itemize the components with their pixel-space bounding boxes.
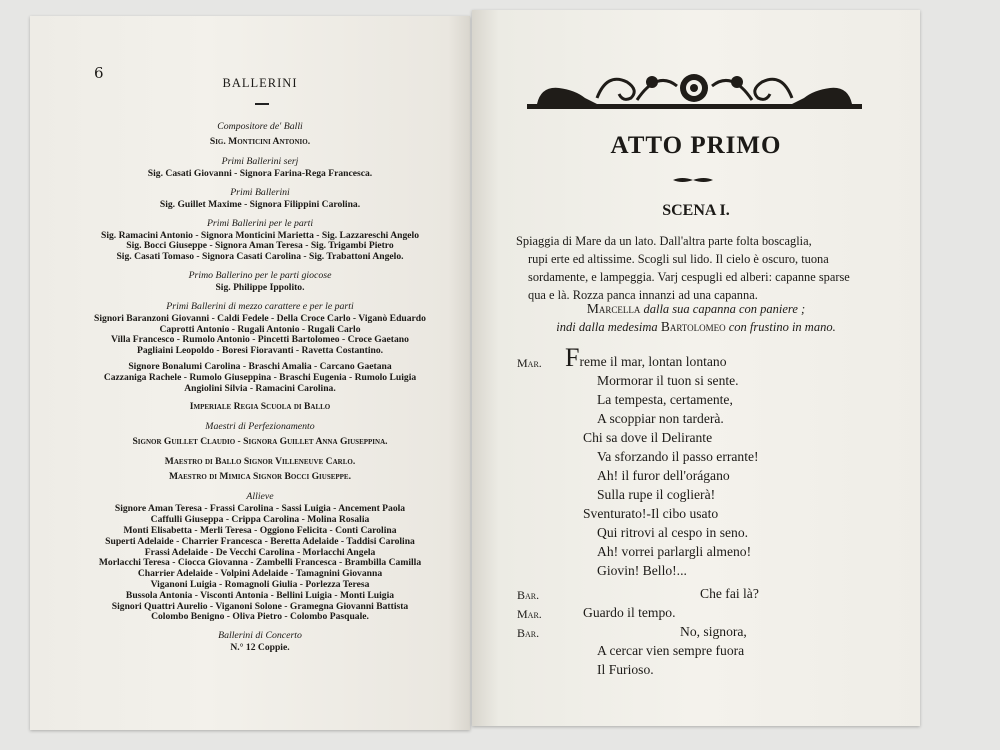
cast-line: Colombo Benigno - Oliva Pietro - Colombo Pasquale. — [151, 611, 369, 623]
verse-line: Guardo il tempo. — [583, 605, 676, 620]
verse-line: Chi sa dove il Delirante — [583, 430, 713, 445]
speaker-label: Bar. — [517, 626, 540, 640]
cast-line: Morlacchi Teresa - Ciocca Giovanna - Zambelli Francesca - Brambilla Camilla — [98, 557, 422, 569]
page-title: BALLERINI — [222, 76, 298, 90]
section-heading: Allieve — [246, 491, 274, 503]
drop-cap: F — [565, 343, 580, 372]
section-heading: Primi Ballerini di mezzo carattere e per le parti — [166, 300, 354, 312]
verse-line: Va sforzando il passo errante! — [597, 449, 759, 464]
cast-line: Sig. Guillet Maxime - Signora Filippini Carolina. — [159, 198, 361, 210]
speaker-label: Mar. — [517, 607, 542, 621]
section-heading: Primi Ballerini — [230, 186, 290, 198]
cast-line: Sig. Ramacini Antonio - Signora Monticini Marietta - Sig. Lazzareschi Angelo — [100, 229, 419, 241]
cast-line: Monti Elisabetta - Merli Teresa - Oggiono Felicita - Conti Carolina — [123, 524, 397, 536]
cast-section — [30, 268, 490, 294]
cast-line: Signore Bonalumi Carolina - Braschi Amalia - Carcano Gaetana — [128, 360, 392, 372]
verse-line — [565, 343, 727, 372]
divider-ornament-icon — [671, 176, 715, 184]
character-name: Marcella — [586, 301, 641, 316]
cast-line: Caffulli Giuseppa - Crippa Carolina - Molina Rosalia — [150, 514, 370, 526]
cast-line: Bussola Antonia - Visconti Antonia - Bellini Luigia - Monti Luigia — [125, 589, 395, 601]
cast-line: Sig. Casati Giovanni - Signora Farina-Rega Francesca. — [147, 168, 373, 179]
cast-line: Superti Adelaide - Charrier Francesca - Beretta Adelaide - Taddisi Carolina — [105, 535, 415, 547]
cast-line: Sig. Casati Tomaso - Signora Casati Carolina - Sig. Trabattoni Angelo. — [116, 251, 404, 263]
verse-line: Il Furioso. — [597, 662, 654, 677]
stage-text: indi dalla medesima — [556, 320, 661, 334]
cast-line: N.° 12 Coppie. — [230, 642, 290, 654]
section-heading: Maestri di Perfezionamento — [205, 421, 315, 433]
cast-section — [30, 419, 490, 449]
title-rule — [255, 103, 269, 105]
cast-line: Maestro di Mimica Signor Bocci Giuseppe. — [169, 471, 351, 483]
cast-section — [30, 489, 490, 623]
cast-line: Imperiale Regia Scuola di Ballo — [189, 401, 331, 413]
act-title: ATTO PRIMO — [610, 132, 782, 159]
decorative-headpiece-icon — [527, 68, 862, 112]
verse-line: No, signora, — [680, 624, 747, 639]
right-page — [472, 10, 920, 726]
cast-line: Charrier Adelaide - Volpini Adelaide - Tamagnini Giovanna — [137, 568, 383, 580]
cast-list — [30, 119, 490, 659]
speaker-label: Bar. — [517, 588, 540, 602]
cast-line: Viganoni Luigia - Romagnoli Giulia - Porlezza Teresa — [150, 578, 370, 590]
stage-text: con frustino in mano. — [725, 320, 836, 334]
cast-line: Sig. Philippe Ippolito. — [215, 281, 305, 293]
scene-description — [516, 232, 876, 304]
scene-title: SCENA I. — [662, 202, 730, 219]
speaker-label: Mar. — [517, 356, 542, 370]
cast-section — [30, 185, 490, 211]
verse-line: Ah! il furor dell'orágano — [597, 468, 730, 483]
verse-line: Ah! vorrei parlargli almeno! — [597, 544, 752, 559]
section-heading: Compositore de' Balli — [217, 121, 303, 132]
cast-line: Angiolini Silvia - Ramacini Carolina. — [184, 382, 336, 394]
stage-text: dalla sua capanna con paniere ; — [640, 302, 806, 316]
verse-line: A scoppiar non tarderà. — [597, 411, 724, 426]
verse-line: Che fai là? — [700, 586, 759, 601]
cast-section — [30, 362, 490, 394]
cast-line: Cazzaniga Rachele - Rumolo Giuseppina - Braschi Eugenia - Rumolo Luigia — [103, 371, 417, 383]
cast-line: Signor Guillet Claudio - Signora Guillet Anna Giuseppina. — [132, 436, 388, 448]
cast-section — [30, 216, 490, 263]
verse-line: Mormorar il tuon si sente. — [597, 373, 739, 388]
verse-line: Sventurato!-Il cibo usato — [583, 506, 719, 521]
cast-line: Sig. Monticini Antonio. — [209, 136, 311, 147]
cast-line: Caprotti Antonio - Rugali Antonio - Rugali Carlo — [159, 323, 361, 335]
cast-line: Maestro di Ballo Signor Villeneuve Carlo. — [164, 456, 356, 468]
cast-line: Pagliaini Leopoldo - Boresi Fioravanti - Ravetta Costantino. — [136, 345, 384, 357]
cast-line: Signori Baranzoni Giovanni - Caldi Fedele - Della Croce Carlo - Viganò Eduardo — [94, 312, 426, 324]
cast-section — [30, 628, 490, 654]
cast-line: Sig. Bocci Giuseppe - Signora Aman Teresa - Sig. Trigambi Pietro — [126, 240, 394, 252]
page-number: 6 — [94, 64, 104, 82]
verse-text: reme il mar, lontan lontano — [579, 354, 727, 369]
cast-section — [30, 399, 490, 414]
stage-direction — [472, 300, 920, 336]
description-line: qua e là. Rozza panca innanzi ad una capanna. — [528, 288, 758, 302]
section-heading: Primi Ballerini per le parti — [206, 217, 314, 229]
description-line: Spiaggia di Mare da un lato. Dall'altra parte folta boscaglia, — [516, 234, 812, 248]
cast-line: Villa Francesco - Rumolo Antonio - Pincetti Bartolomeo - Croce Gaetano — [111, 334, 409, 346]
verse-line: Sulla rupe il coglierà! — [597, 487, 716, 502]
section-heading: Primi Ballerini serj — [221, 156, 299, 167]
verse-line: A cercar vien sempre fuora — [597, 643, 745, 658]
cast-line: Signori Quattri Aurelio - Viganoni Solone - Gramegna Giovanni Battista — [111, 600, 409, 612]
verse-line: Giovin! Bello!... — [597, 563, 687, 578]
cast-section — [30, 454, 490, 484]
cast-line: Frassi Adelaide - De Vecchi Carolina - Morlacchi Angela — [144, 546, 376, 558]
cast-section — [30, 119, 490, 149]
cast-section — [30, 299, 490, 357]
verse-line: La tempesta, certamente, — [597, 392, 733, 407]
verse-line: Qui ritrovi al cespo in seno. — [597, 525, 749, 540]
left-page — [30, 16, 470, 730]
section-heading: Ballerini di Concerto — [218, 630, 302, 642]
description-line: rupi erte ed altissime. Scogli sul lido. Il cielo è oscuro, tuona — [528, 252, 829, 266]
section-heading: Primo Ballerino per le parti giocose — [188, 269, 332, 281]
character-name: Bartolomeo — [660, 319, 726, 334]
cast-section — [30, 154, 490, 180]
description-line: sordamente, e lampeggia. Varj cespugli ed alberi: capanne sparse — [528, 270, 850, 284]
cast-line: Signore Aman Teresa - Frassi Carolina - Sassi Luigia - Ancement Paola — [114, 503, 406, 515]
